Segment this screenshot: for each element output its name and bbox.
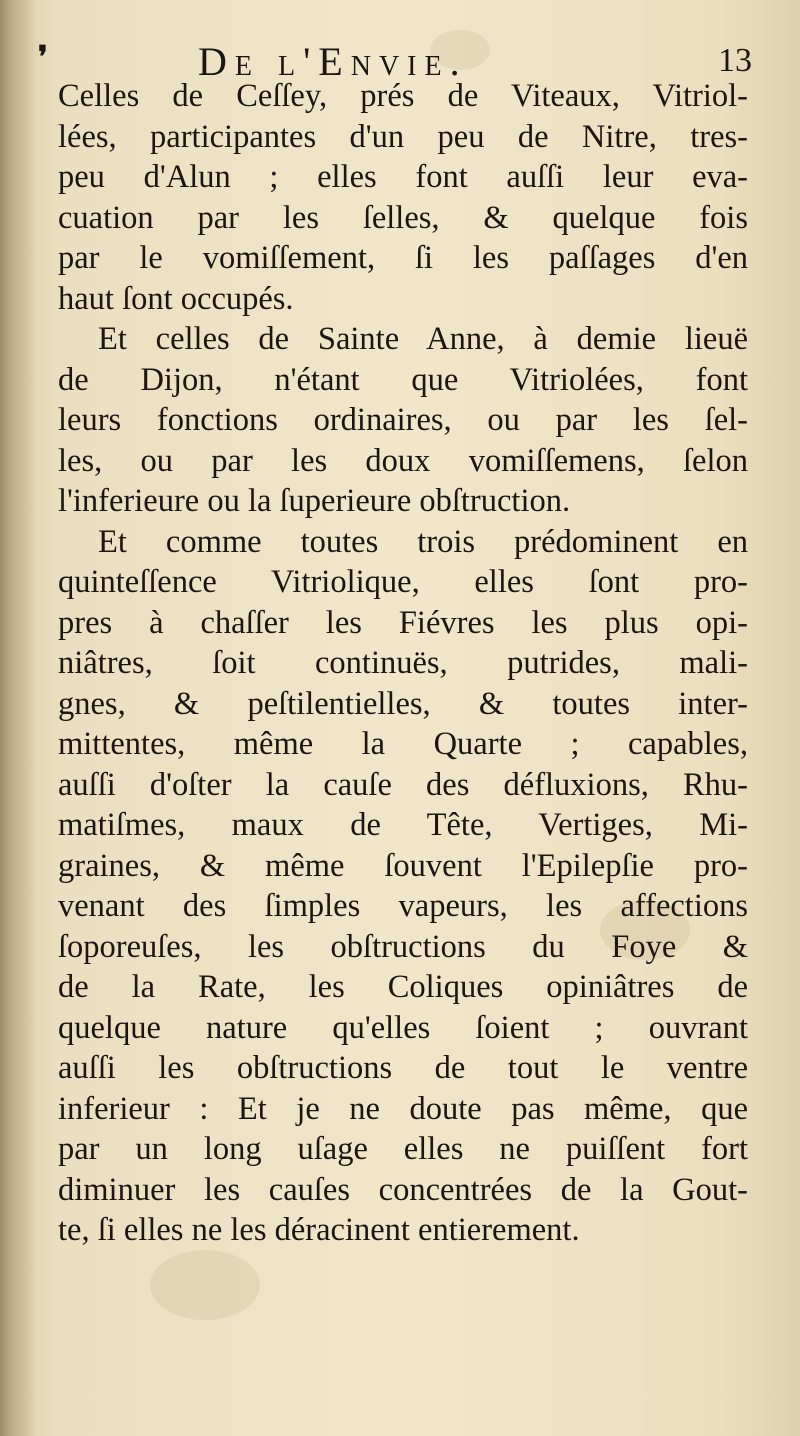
text-line: te, ſi elles ne les déracinent entierement.: [58, 1212, 580, 1248]
text-line: matiſmes, maux de Tête, Vertiges, Mi-: [58, 807, 748, 843]
page-gutter-shadow: [0, 0, 36, 1436]
paper-stain: [150, 1250, 260, 1320]
text-line: par le vomiſſement, ſi les paſſages d'en: [58, 240, 748, 276]
text-line: diminuer les cauſes concentrées de la Gout-: [58, 1171, 748, 1208]
text-line: haut ſont occupés.: [58, 280, 294, 317]
text-line: auſſi d'oſter la cauſe des défluxions, Rhu-: [58, 766, 748, 803]
text-line: de Dijon, n'étant que Vitriolées, font: [58, 361, 748, 398]
text-line: mittentes, même la Quarte ; capables,: [58, 726, 748, 762]
text-line: venant des ſimples vapeurs, les affections: [58, 888, 748, 924]
text-line: pres à chaſſer les Fiévres les plus opi-: [58, 604, 748, 641]
text-line: Et celles de Sainte Anne, à demie lieuë: [98, 321, 748, 357]
page-number: 13: [718, 42, 752, 79]
text-line: Celles de Ceſſey, prés de Viteaux, Vitriol-: [58, 78, 748, 114]
text-line: quinteſſence Vitriolique, elles ſont pro-: [58, 564, 748, 600]
running-title: De l'Envie.: [198, 39, 468, 84]
text-line: leurs fonctions ordinaires, ou par les ſel-: [58, 402, 748, 438]
text-line: de la Rate, les Coliques opiniâtres de: [58, 969, 748, 1005]
text-line: auſſi les obſtructions de tout le ventre: [58, 1050, 748, 1086]
text-line: graines, & même ſouvent l'Epilepſie pro-: [58, 847, 748, 884]
text-line: ſoporeuſes, les obſtructions du Foye &: [58, 928, 748, 965]
text-line: inferieur : Et je ne doute pas même, que: [58, 1090, 748, 1127]
printer-mark: ❜: [38, 41, 48, 74]
text-line: Et comme toutes trois prédominent en: [98, 523, 748, 560]
text-line: peu d'Alun ; elles font auſſi leur eva-: [58, 159, 748, 195]
body-text: [58, 76, 748, 1251]
text-line: lées, participantes d'un peu de Nitre, tres-: [58, 118, 748, 155]
text-line: les, ou par les doux vomiſſemens, ſelon: [58, 442, 748, 479]
text-line: niâtres, ſoit continuës, putrides, mali-: [58, 645, 748, 681]
text-line: cuation par les ſelles, & quelque fois: [58, 199, 748, 236]
text-line: gnes, & peſtilentielles, & toutes inter-: [58, 685, 748, 722]
text-line: quelque nature qu'elles ſoient ; ouvrant: [58, 1009, 748, 1046]
text-line: par un long uſage elles ne puiſſent fort: [58, 1131, 748, 1167]
text-line: l'inferieure ou la ſuperieure obſtruction.: [58, 483, 571, 519]
